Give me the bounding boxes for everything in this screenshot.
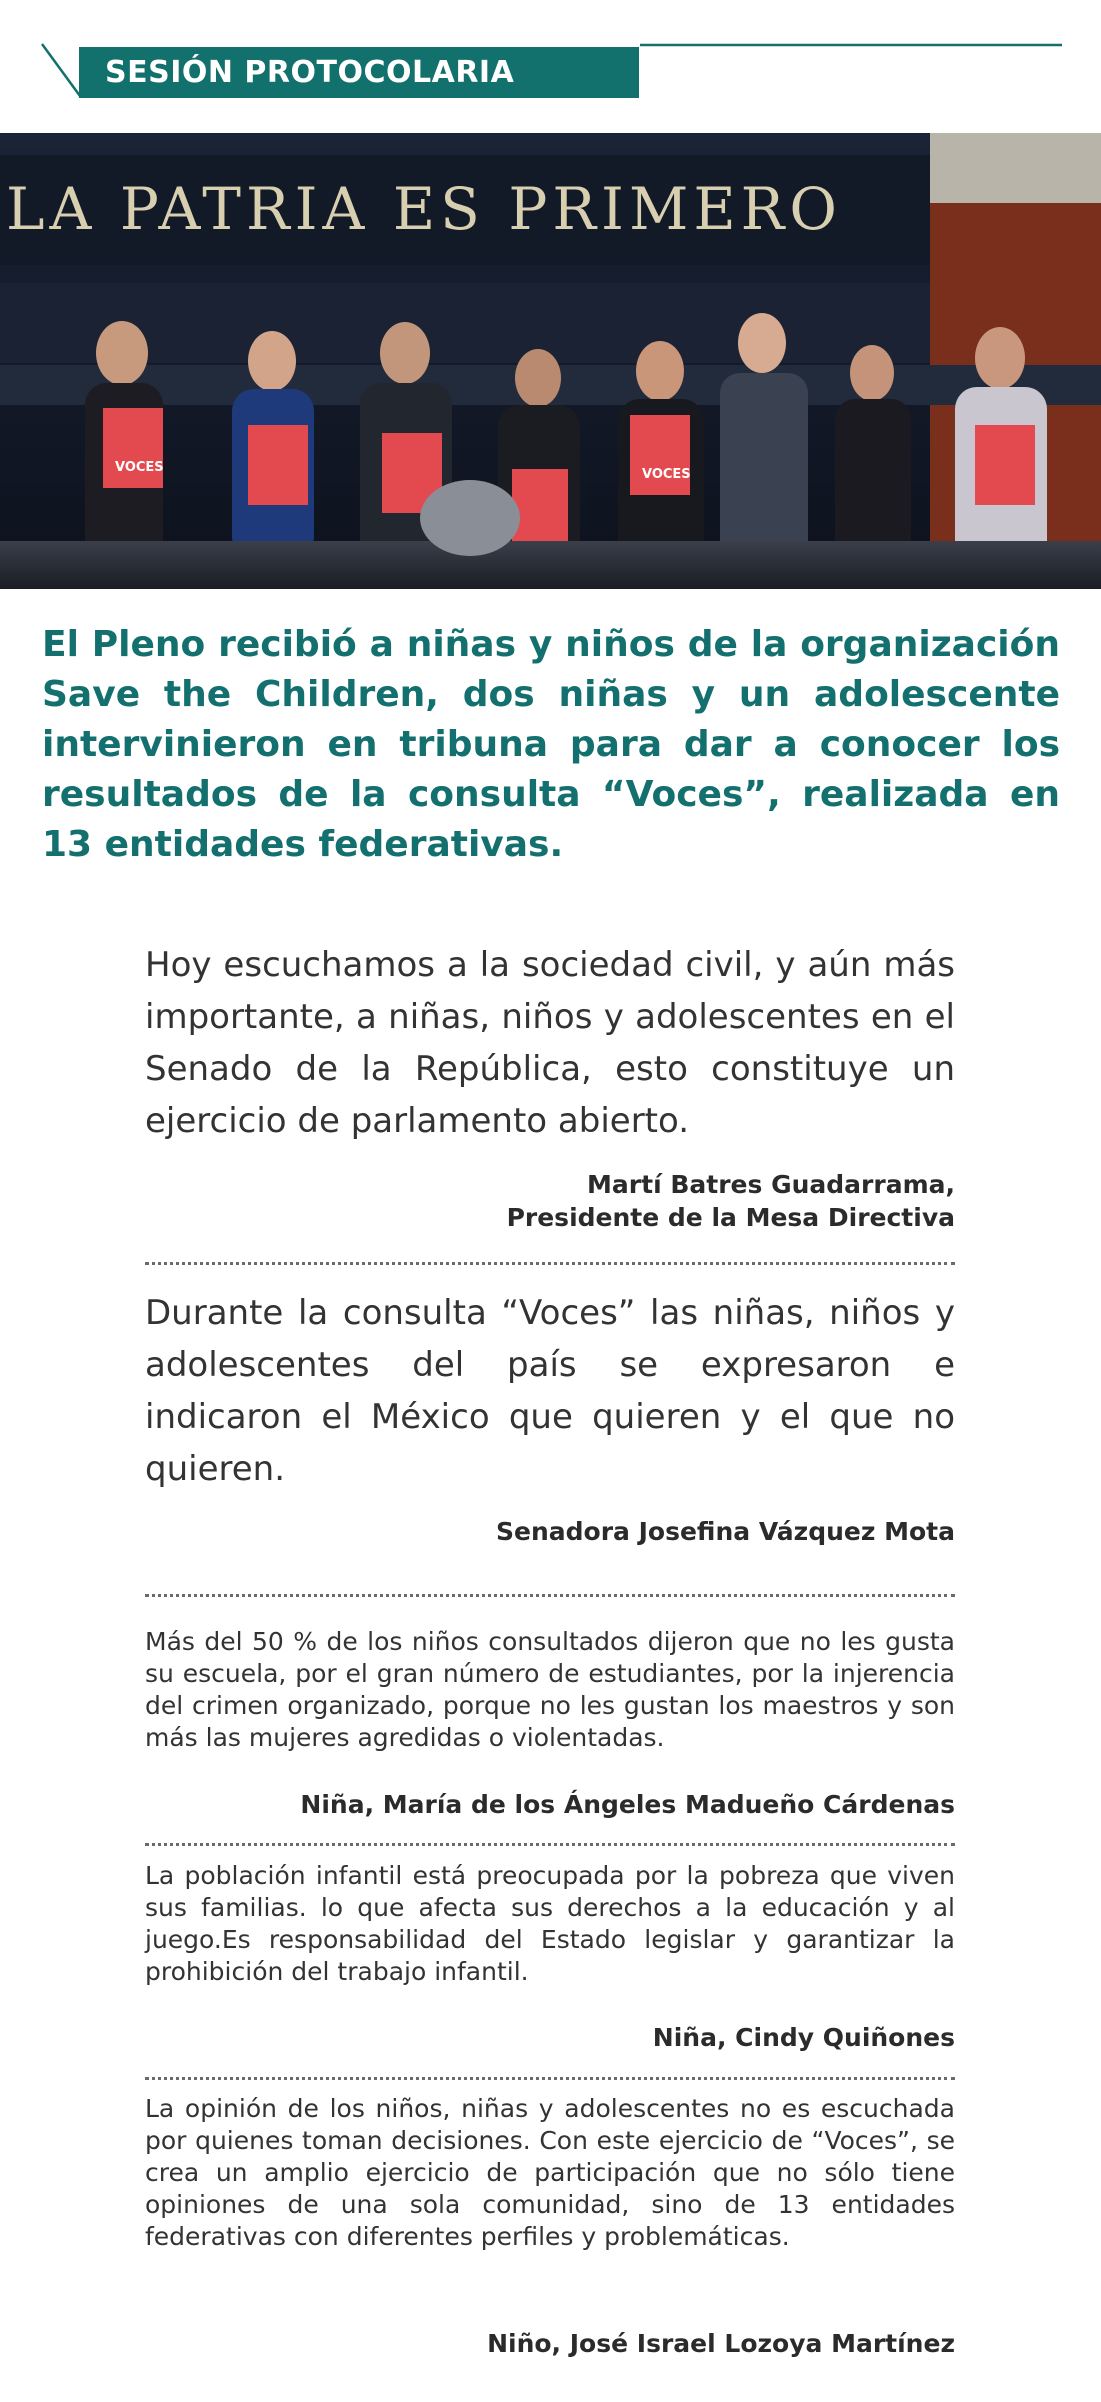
- quote-text: Más del 50 % de los niños consultados dijeron que no les gusta su escuela, por el gran número de estudiantes, por la injerencia del crimen organizado, porque no les gustan los maestros y son más las mujeres agredidas o violentadas.: [145, 1627, 955, 1752]
- quote-text: Hoy escuchamos a la sociedad civil, y aún más importante, a niñas, niños y adolescentes en el Senado de la República, esto constituye un ejercicio de parlamento abierto.: [145, 945, 955, 1141]
- dotted-divider: [145, 1843, 955, 1846]
- svg-text:VOCES: VOCES: [115, 460, 164, 475]
- dotted-divider: [145, 2077, 955, 2080]
- quote-author-name: Martí Batres Guadarrama,: [587, 1170, 955, 1199]
- event-photo: [0, 133, 1101, 589]
- quote-text: Durante la consulta “Voces” las niñas, niños y adolescentes del país se expresaron e indicaron el México que quieren y el que no quieren.: [145, 1293, 955, 1489]
- quote-author: Niño, José Israel Lozoya Martínez: [487, 2329, 955, 2358]
- quote-author: Senadora Josefina Vázquez Mota: [496, 1517, 955, 1546]
- quote-text: La opinión de los niños, niñas y adolescentes no es escuchada por quienes toman decisiones. Con este ejercicio de “Voces”, se crea un amplio ejercicio de participación que no sólo tiene opiniones de una sola comunidad, sino de 13 entidades federativas con diferentes perfiles y problemáticas.: [145, 2094, 955, 2251]
- section-label: SESIÓN PROTOCOLARIA: [79, 47, 639, 98]
- photo-illustration: [0, 133, 1101, 589]
- wall-inscription: LA PATRIA ES PRIMERO: [6, 175, 842, 243]
- quote-author: Niña, Cindy Quiñones: [652, 2023, 955, 2052]
- quote-author: [145, 1168, 955, 1234]
- svg-text:VOCES: VOCES: [642, 467, 691, 482]
- section-header: [0, 0, 1101, 110]
- lead-paragraph: El Pleno recibió a niñas y niños de la organización Save the Children, dos niñas y un adolescente intervinieron en tribuna para dar a conocer los resultados de la consulta “Voces”, realizada en 13 entidades federativas.: [42, 624, 1060, 865]
- quote-author: Niña, María de los Ángeles Madueño Cárdenas: [300, 1790, 955, 1819]
- quote-text: La población infantil está preocupada por la pobreza que viven sus familias. lo que afecta sus derechos a la educación y al juego.Es responsabilidad del Estado legislar y garantizar la prohibición del trabajo infantil.: [145, 1861, 955, 1986]
- dotted-divider: [145, 1262, 955, 1265]
- dotted-divider: [145, 1594, 955, 1597]
- quote-author-role: Presidente de la Mesa Directiva: [506, 1203, 955, 1232]
